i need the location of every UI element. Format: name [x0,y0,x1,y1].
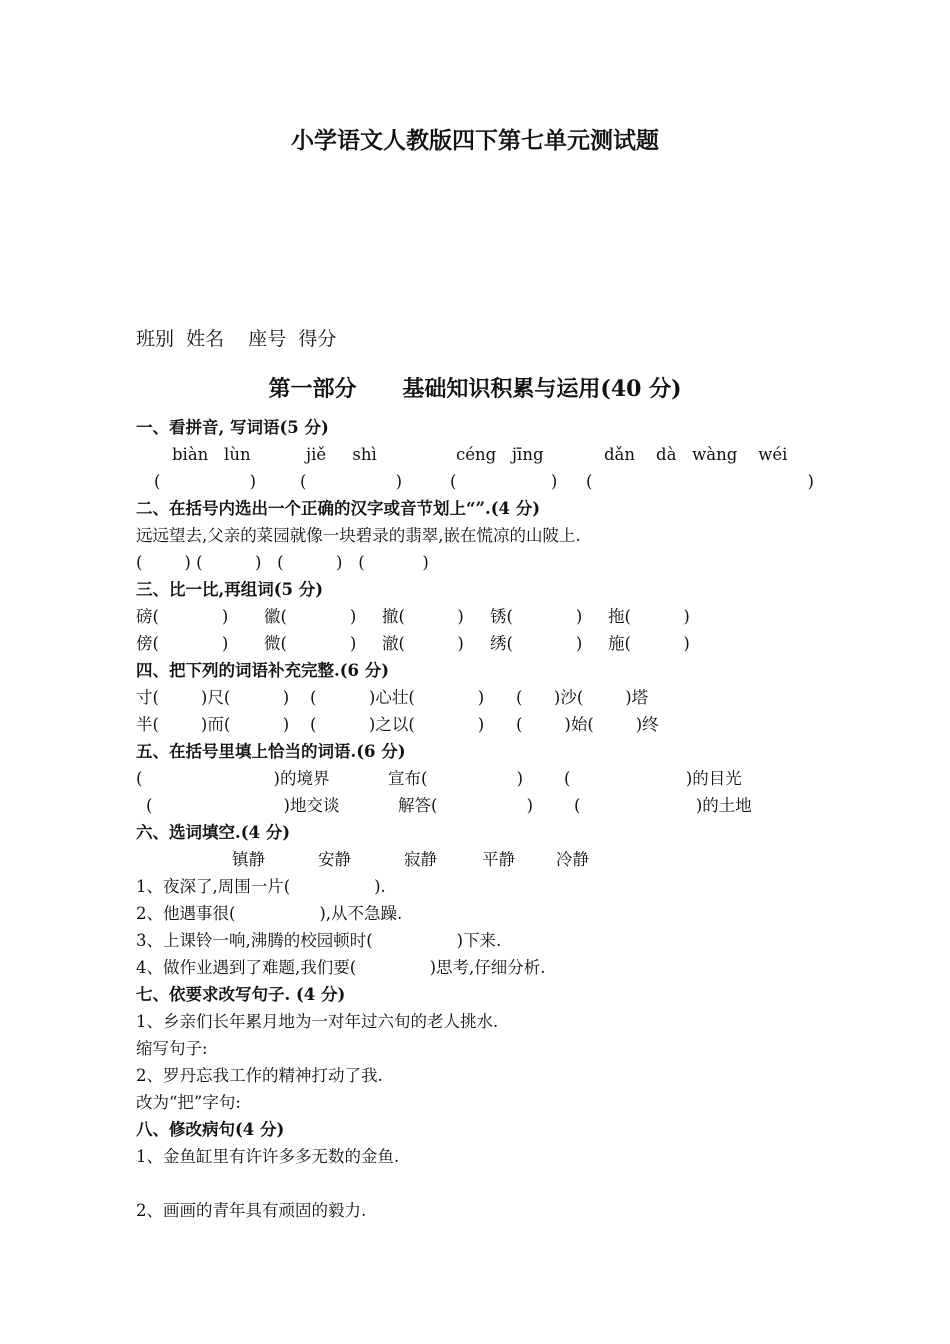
fill-word-item: ( )的目光 [564,769,742,788]
word-bank-row [136,846,836,873]
compare-item: 澈( ) [382,634,464,653]
fill-word-item: ( )的境界 [136,769,330,788]
section-3-heading: 三、比一比,再组词(5 分) [136,580,324,599]
compare-item: 傍( ) [136,634,229,653]
compare-row [136,603,836,630]
section-6-heading: 六、选词填空.(4 分) [136,823,291,842]
section-4-heading: 四、把下列的词语补充完整.(6 分) [136,661,390,680]
fill-blank-item: 2、他遇事很( ),从不急躁. [136,904,403,923]
document-title: 小学语文人教版四下第七单元测试题 [291,127,659,154]
pinyin-row [136,441,836,468]
fill-blank-item: 4、做作业遇到了难题,我们要( )思考,仔细分析. [136,958,546,977]
idiom-item: ( )心壮( ) [310,688,485,707]
compare-item: 徽( ) [264,607,357,626]
questions-body [136,414,836,1224]
compare-item: 磅( ) [136,607,229,626]
compare-item: 施( ) [608,634,690,653]
pinyin-answer-row [136,468,836,495]
fill-word-row [136,792,836,819]
part-one-title: 第一部分 基础知识积累与运用(40 分) [268,376,682,402]
rewrite-line: 1、乡亲们长年累月地为一对年过六旬的老人挑水. [136,1012,499,1031]
word-bank-item: 寂静 [404,850,437,869]
compare-row [136,630,836,657]
fill-blank-item: 1、夜深了,周围一片( ). [136,877,386,896]
section-2-heading: 二、在括号内选出一个正确的汉字或音节划上“”.(4 分) [136,499,541,518]
fill-word-row [136,765,836,792]
idiom-item: 半( )而( ) [136,715,290,734]
answer-bracket: ( ) [154,472,257,491]
rewrite-line: 改为“把”字句: [136,1093,241,1112]
section-1-heading: 一、看拼音, 写词语(5 分) [136,418,329,437]
section-2-sentence: 远远望去,父亲的菜园就像一块碧录的翡翠,嵌在慌凉的山陂上. [136,526,581,545]
word-bank-item: 冷静 [556,850,589,869]
rewrite-line: 2、罗丹忘我工作的精神打动了我. [136,1066,383,1085]
idiom-row [136,684,836,711]
idiom-row [136,711,836,738]
pinyin-item: céng jīng [456,445,544,464]
section-2-brackets: ( ) ( ) ( ) ( ) [136,553,429,572]
idiom-item: ( )之以( ) [310,715,485,734]
section-7-heading: 七、依要求改写句子. (4 分) [136,985,346,1004]
compare-item: 撤( ) [382,607,464,626]
word-bank-item: 安静 [318,850,351,869]
blank-spacer [136,1170,836,1197]
idiom-item: 寸( )尺( ) [136,688,290,707]
student-info-line: 班别 姓名 座号 得分 [136,328,337,350]
pinyin-item: jiě shì [306,445,377,464]
compare-item: 微( ) [264,634,357,653]
idiom-item: ( )始( )终 [516,715,659,734]
pinyin-item: biàn lùn [172,445,251,464]
rewrite-line: 缩写句子: [136,1039,208,1058]
word-bank-item: 镇静 [232,850,265,869]
section-8-heading: 八、修改病句(4 分) [136,1120,285,1139]
fill-word-item: ( )地交谈 [146,796,340,815]
correction-item: 1、金鱼缸里有许许多多无数的金鱼. [136,1147,400,1166]
compare-item: 绣( ) [490,634,583,653]
answer-bracket: ( ) [586,472,814,491]
compare-item: 拖( ) [608,607,690,626]
fill-word-item: ( )的土地 [574,796,752,815]
section-5-heading: 五、在括号里填上恰当的词语.(6 分) [136,742,406,761]
fill-word-item: 解答( ) [398,796,534,815]
idiom-item: ( )沙( )塔 [516,688,649,707]
fill-blank-item: 3、上课铃一响,沸腾的校园顿时( )下来. [136,931,502,950]
word-bank-item: 平静 [482,850,515,869]
answer-bracket: ( ) [450,472,558,491]
answer-bracket: ( ) [300,472,403,491]
correction-item: 2、画画的青年具有顽固的毅力. [136,1201,367,1220]
pinyin-item: dǎn dà wàng wéi [604,445,788,464]
compare-item: 锈( ) [490,607,583,626]
fill-word-item: 宣布( ) [388,769,524,788]
